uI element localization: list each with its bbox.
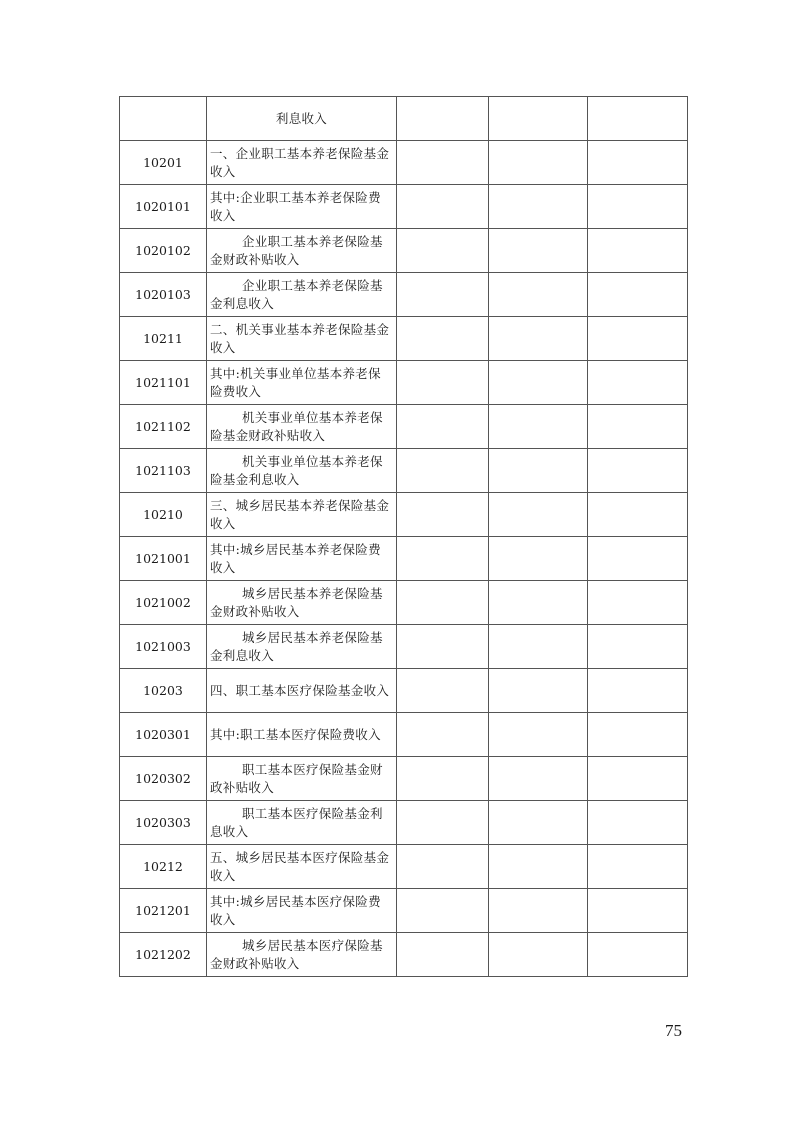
amount-cell-1 [397, 889, 489, 933]
amount-cell-1 [397, 361, 489, 405]
amount-cell-1 [397, 273, 489, 317]
table-row [120, 141, 688, 185]
amount-cell-3 [588, 933, 688, 977]
budget-table [119, 96, 688, 977]
amount-cell-2 [489, 845, 588, 889]
table-row [120, 933, 688, 977]
amount-cell-2 [489, 625, 588, 669]
row-item-name: 城乡居民基本养老保险基金财政补贴收入 [207, 581, 397, 625]
amount-cell-2 [489, 581, 588, 625]
amount-cell-3 [588, 801, 688, 845]
row-code: 10203 [120, 669, 207, 713]
row-code: 1020302 [120, 757, 207, 801]
table-row [120, 185, 688, 229]
row-code: 1021002 [120, 581, 207, 625]
amount-cell-1 [397, 537, 489, 581]
table-row [120, 845, 688, 889]
amount-cell-3 [588, 273, 688, 317]
amount-cell-3 [588, 405, 688, 449]
row-item-name: 利息收入 [207, 97, 397, 141]
row-code: 1020102 [120, 229, 207, 273]
amount-cell-1 [397, 669, 489, 713]
row-code [120, 97, 207, 141]
amount-cell-1 [397, 493, 489, 537]
amount-cell-2 [489, 405, 588, 449]
row-code: 1020303 [120, 801, 207, 845]
amount-cell-1 [397, 97, 489, 141]
row-item-name: 其中:城乡居民基本养老保险费收入 [207, 537, 397, 581]
row-item-name: 企业职工基本养老保险基金利息收入 [207, 273, 397, 317]
amount-cell-2 [489, 185, 588, 229]
amount-cell-1 [397, 317, 489, 361]
amount-cell-3 [588, 97, 688, 141]
amount-cell-3 [588, 493, 688, 537]
row-item-name: 其中:机关事业单位基本养老保险费收入 [207, 361, 397, 405]
amount-cell-2 [489, 889, 588, 933]
table-row [120, 581, 688, 625]
table-row [120, 273, 688, 317]
amount-cell-2 [489, 361, 588, 405]
row-code: 1021201 [120, 889, 207, 933]
row-item-name: 城乡居民基本养老保险基金利息收入 [207, 625, 397, 669]
row-item-name: 机关事业单位基本养老保险基金财政补贴收入 [207, 405, 397, 449]
table-row [120, 801, 688, 845]
amount-cell-1 [397, 185, 489, 229]
row-item-name: 三、城乡居民基本养老保险基金收入 [207, 493, 397, 537]
table-row [120, 625, 688, 669]
amount-cell-3 [588, 361, 688, 405]
table-row [120, 889, 688, 933]
row-code: 1021102 [120, 405, 207, 449]
row-code: 1021001 [120, 537, 207, 581]
amount-cell-1 [397, 845, 489, 889]
amount-cell-2 [489, 933, 588, 977]
table-row [120, 405, 688, 449]
row-item-name: 其中:城乡居民基本医疗保险费收入 [207, 889, 397, 933]
amount-cell-1 [397, 405, 489, 449]
row-code: 1020103 [120, 273, 207, 317]
amount-cell-3 [588, 185, 688, 229]
table-row [120, 97, 688, 141]
amount-cell-1 [397, 801, 489, 845]
amount-cell-3 [588, 141, 688, 185]
row-item-name: 一、企业职工基本养老保险基金收入 [207, 141, 397, 185]
amount-cell-2 [489, 97, 588, 141]
row-item-name: 职工基本医疗保险基金财政补贴收入 [207, 757, 397, 801]
row-item-name: 二、机关事业基本养老保险基金收入 [207, 317, 397, 361]
amount-cell-1 [397, 449, 489, 493]
row-code: 1021202 [120, 933, 207, 977]
row-code: 1020301 [120, 713, 207, 757]
row-item-name: 机关事业单位基本养老保险基金利息收入 [207, 449, 397, 493]
table-row [120, 757, 688, 801]
amount-cell-3 [588, 581, 688, 625]
amount-cell-3 [588, 757, 688, 801]
amount-cell-3 [588, 317, 688, 361]
table-body [120, 97, 688, 977]
row-item-name: 城乡居民基本医疗保险基金财政补贴收入 [207, 933, 397, 977]
amount-cell-2 [489, 141, 588, 185]
amount-cell-2 [489, 669, 588, 713]
row-code: 1021103 [120, 449, 207, 493]
amount-cell-2 [489, 713, 588, 757]
amount-cell-3 [588, 449, 688, 493]
table-row [120, 449, 688, 493]
row-code: 1021101 [120, 361, 207, 405]
table-row [120, 317, 688, 361]
row-code: 10212 [120, 845, 207, 889]
table-row [120, 361, 688, 405]
row-item-name: 职工基本医疗保险基金利息收入 [207, 801, 397, 845]
row-code: 10210 [120, 493, 207, 537]
table-row [120, 537, 688, 581]
row-item-name: 五、城乡居民基本医疗保险基金收入 [207, 845, 397, 889]
amount-cell-1 [397, 229, 489, 273]
table-row [120, 669, 688, 713]
row-code: 10211 [120, 317, 207, 361]
amount-cell-2 [489, 317, 588, 361]
row-item-name: 四、职工基本医疗保险基金收入 [207, 669, 397, 713]
row-item-name: 其中:职工基本医疗保险费收入 [207, 713, 397, 757]
amount-cell-1 [397, 933, 489, 977]
table-row [120, 229, 688, 273]
amount-cell-2 [489, 757, 588, 801]
table-row [120, 713, 688, 757]
row-code: 1020101 [120, 185, 207, 229]
row-item-name: 企业职工基本养老保险基金财政补贴收入 [207, 229, 397, 273]
amount-cell-2 [489, 537, 588, 581]
amount-cell-3 [588, 713, 688, 757]
row-code: 10201 [120, 141, 207, 185]
amount-cell-2 [489, 801, 588, 845]
amount-cell-2 [489, 273, 588, 317]
amount-cell-3 [588, 889, 688, 933]
table-row [120, 493, 688, 537]
amount-cell-3 [588, 669, 688, 713]
amount-cell-2 [489, 229, 588, 273]
amount-cell-1 [397, 713, 489, 757]
amount-cell-1 [397, 625, 489, 669]
amount-cell-1 [397, 581, 489, 625]
amount-cell-1 [397, 141, 489, 185]
amount-cell-3 [588, 229, 688, 273]
page-number: 75 [665, 1021, 682, 1040]
amount-cell-2 [489, 493, 588, 537]
amount-cell-3 [588, 845, 688, 889]
amount-cell-3 [588, 537, 688, 581]
amount-cell-2 [489, 449, 588, 493]
amount-cell-1 [397, 757, 489, 801]
amount-cell-3 [588, 625, 688, 669]
row-item-name: 其中:企业职工基本养老保险费收入 [207, 185, 397, 229]
row-code: 1021003 [120, 625, 207, 669]
